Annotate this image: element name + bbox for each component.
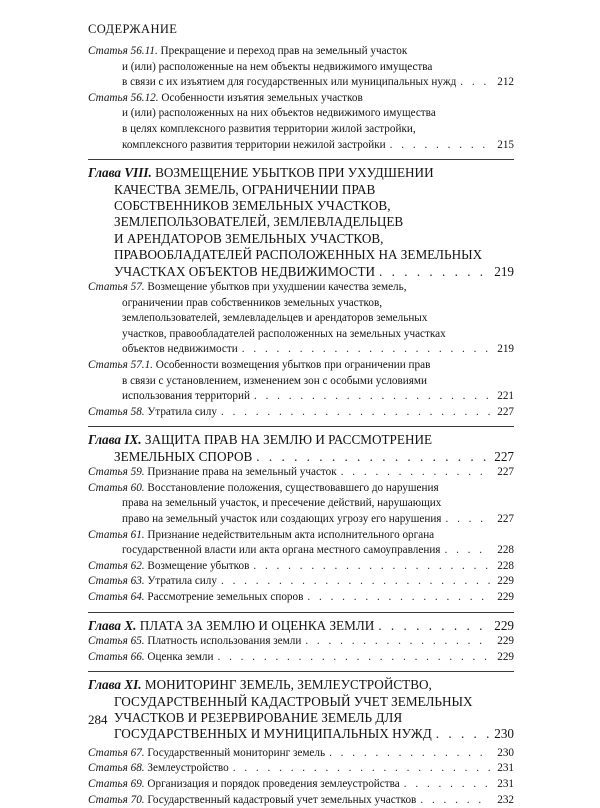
toc-entry-text: Особенности возмещения убытков при ограничении прав xyxy=(156,359,431,371)
toc-entry-line xyxy=(88,296,514,312)
dot-leader xyxy=(254,389,490,405)
toc-page-number: 230 xyxy=(494,746,514,762)
toc-page-number: 229 xyxy=(494,634,514,650)
dot-leader xyxy=(221,405,490,421)
dot-leader xyxy=(404,777,490,793)
toc-entry-text: государственной власти или акта органа местного самоуправления xyxy=(122,544,440,556)
toc-entry-line xyxy=(88,481,514,497)
toc-page-number: 221 xyxy=(494,389,514,405)
toc-entry-text: Государственный мониторинг земель xyxy=(147,747,325,759)
toc-article-entry[interactable] xyxy=(88,358,514,405)
toc-article-entry[interactable] xyxy=(88,405,514,421)
toc-entry-line xyxy=(88,342,514,358)
toc-entry-text: Восстановление положения, существовавшего до нарушения xyxy=(147,482,438,494)
toc-entry-label: Статья 69. xyxy=(88,778,145,790)
table-of-contents xyxy=(88,44,514,808)
dot-leader xyxy=(217,650,490,666)
toc-entry-line xyxy=(88,793,514,808)
toc-entry-text: Землеустройство xyxy=(147,762,228,774)
toc-chapter-entry[interactable] xyxy=(88,432,514,465)
toc-entry-text: объектов недвижимости xyxy=(122,343,238,355)
toc-entry-line xyxy=(88,311,514,327)
toc-entry-text: участков, правообладателей расположенных на земельных участках xyxy=(122,328,446,340)
toc-entry-text: ограничении прав собственников земельных участков, xyxy=(122,297,382,309)
toc-entry-text: в связи с установлением, изменением зон с особыми условиями xyxy=(122,375,427,387)
dot-leader xyxy=(436,726,490,742)
dot-leader xyxy=(390,138,490,154)
toc-article-entry[interactable] xyxy=(88,746,514,762)
toc-page-number: 229 xyxy=(494,618,514,634)
dot-leader xyxy=(305,634,490,650)
toc-article-entry[interactable] xyxy=(88,590,514,606)
toc-entry-label: Глава VIII. xyxy=(88,165,152,180)
toc-entry-line xyxy=(88,496,514,512)
toc-entry-text: Признание недействительным акта исполнительного органа xyxy=(147,529,434,541)
toc-entry-line xyxy=(88,449,514,465)
dot-leader xyxy=(242,342,490,358)
toc-article-entry[interactable] xyxy=(88,528,514,559)
toc-entry-line xyxy=(88,44,514,60)
toc-entry-line xyxy=(88,574,514,590)
toc-entry-text: и (или) расположенных на них объектов недвижимого имущества xyxy=(122,107,436,119)
toc-entry-line xyxy=(88,405,514,421)
toc-entry-text: И АРЕНДАТОРОВ ЗЕМЕЛЬНЫХ УЧАСТКОВ, xyxy=(114,231,383,246)
toc-entry-text: Государственный кадастровый учет земельных участков xyxy=(147,794,416,806)
toc-entry-label: Статья 57.1. xyxy=(88,359,153,371)
toc-entry-line xyxy=(88,677,514,693)
toc-page-number: 228 xyxy=(494,559,514,575)
toc-entry-label: Статья 56.11. xyxy=(88,45,158,57)
toc-article-entry[interactable] xyxy=(88,793,514,808)
dot-leader xyxy=(460,75,490,91)
dot-leader xyxy=(256,449,490,465)
toc-chapter-entry[interactable] xyxy=(88,618,514,634)
toc-entry-text: права на земельный участок, и пресечение действий, нарушающих xyxy=(122,497,441,509)
toc-entry-line xyxy=(88,432,514,448)
toc-entry-text: в целях комплексного развития территории жилой застройки, xyxy=(122,123,416,135)
toc-page-number: 227 xyxy=(494,512,514,528)
toc-article-entry[interactable] xyxy=(88,280,514,358)
toc-entry-text: Признание права на земельный участок xyxy=(147,466,336,478)
toc-entry-line xyxy=(88,559,514,575)
toc-entry-label: Статья 58. xyxy=(88,406,145,418)
dot-leader xyxy=(341,465,490,481)
toc-entry-line xyxy=(88,512,514,528)
toc-entry-text: Прекращение и переход прав на земельный участок xyxy=(161,45,408,57)
toc-entry-line xyxy=(88,528,514,544)
dot-leader xyxy=(444,543,490,559)
toc-entry-label: Статья 68. xyxy=(88,762,145,774)
toc-entry-text: в связи с их изъятием для государственных или муниципальных нужд xyxy=(122,76,456,88)
toc-entry-text: СОБСТВЕННИКОВ ЗЕМЕЛЬНЫХ УЧАСТКОВ, xyxy=(114,198,391,213)
toc-page-number: 212 xyxy=(494,75,514,91)
dot-leader xyxy=(307,590,490,606)
toc-entry-line xyxy=(88,726,514,742)
toc-entry-label: Статья 70. xyxy=(88,794,145,806)
page-number: 284 xyxy=(88,712,108,728)
toc-entry-text: и (или) расположенные на нем объекты недвижимого имущества xyxy=(122,61,432,73)
toc-entry-line xyxy=(88,122,514,138)
toc-page-number: 229 xyxy=(494,590,514,606)
toc-article-entry[interactable] xyxy=(88,44,514,91)
dot-leader xyxy=(420,793,490,808)
toc-entry-text: ВОЗМЕЩЕНИЕ УБЫТКОВ ПРИ УХУДШЕНИИ xyxy=(155,165,433,180)
chapter-divider xyxy=(88,612,514,613)
toc-page-number: 228 xyxy=(494,543,514,559)
toc-article-entry[interactable] xyxy=(88,761,514,777)
toc-entry-text: право на земельный участок или создающих угрозу его нарушения xyxy=(122,513,441,525)
chapter-divider xyxy=(88,426,514,427)
toc-entry-line xyxy=(88,650,514,666)
toc-entry-text: ЗЕМЛЕПОЛЬЗОВАТЕЛЕЙ, ЗЕМЛЕВЛАДЕЛЬЦЕВ xyxy=(114,214,403,229)
toc-page-number: 219 xyxy=(494,264,514,280)
dot-leader xyxy=(445,512,490,528)
toc-entry-text: ГОСУДАРСТВЕННЫХ И МУНИЦИПАЛЬНЫХ НУЖД xyxy=(114,726,432,741)
dot-leader xyxy=(221,574,490,590)
dot-leader xyxy=(379,264,490,280)
toc-entry-label: Статья 59. xyxy=(88,466,145,478)
toc-entry-line xyxy=(88,374,514,390)
chapter-divider xyxy=(88,671,514,672)
toc-entry-line xyxy=(88,280,514,296)
toc-entry-text: землепользователей, землевладельцев и арендаторов земельных xyxy=(122,312,427,324)
toc-entry-line xyxy=(88,138,514,154)
toc-article-entry[interactable] xyxy=(88,574,514,590)
toc-page-number: 231 xyxy=(494,761,514,777)
toc-entry-line xyxy=(88,761,514,777)
toc-chapter-entry[interactable] xyxy=(88,165,514,280)
toc-entry-line xyxy=(88,247,514,263)
toc-entry-text: ПЛАТА ЗА ЗЕМЛЮ И ОЦЕНКА ЗЕМЛИ xyxy=(140,618,375,633)
toc-entry-text: ЗАЩИТА ПРАВ НА ЗЕМЛЮ И РАССМОТРЕНИЕ xyxy=(145,432,432,447)
toc-entry-line xyxy=(88,75,514,91)
toc-entry-line xyxy=(88,746,514,762)
toc-article-entry[interactable] xyxy=(88,650,514,666)
toc-page-number: 227 xyxy=(494,465,514,481)
toc-entry-line xyxy=(88,165,514,181)
toc-article-entry[interactable] xyxy=(88,559,514,575)
toc-entry-line xyxy=(88,60,514,76)
toc-entry-text: Организация и порядок проведения землеустройства xyxy=(147,778,399,790)
toc-entry-label: Статья 60. xyxy=(88,482,145,494)
toc-entry-line xyxy=(88,358,514,374)
toc-entry-label: Статья 63. xyxy=(88,575,145,587)
toc-entry-line xyxy=(88,91,514,107)
toc-article-entry[interactable] xyxy=(88,465,514,481)
toc-chapter-entry[interactable] xyxy=(88,677,514,743)
toc-entry-label: Глава XI. xyxy=(88,677,142,692)
toc-entry-text: УЧАСТКОВ И РЕЗЕРВИРОВАНИЕ ЗЕМЕЛЬ ДЛЯ xyxy=(114,710,402,725)
toc-entry-line xyxy=(88,634,514,650)
dot-leader xyxy=(378,618,490,634)
toc-entry-line xyxy=(88,710,514,726)
toc-entry-label: Статья 56.12. xyxy=(88,92,159,104)
toc-page-number: 215 xyxy=(494,138,514,154)
toc-entry-line xyxy=(88,618,514,634)
page-header: СОДЕРЖАНИЕ xyxy=(88,22,177,37)
toc-entry-line xyxy=(88,465,514,481)
dot-leader xyxy=(233,761,490,777)
toc-page-number: 227 xyxy=(494,449,514,465)
toc-entry-line xyxy=(88,327,514,343)
toc-entry-text: ПРАВООБЛАДАТЕЛЕЙ РАСПОЛОЖЕННЫХ НА ЗЕМЕЛЬНЫХ xyxy=(114,247,482,262)
toc-entry-line xyxy=(88,231,514,247)
toc-entry-text: комплексного развития территории нежилой застройки xyxy=(122,139,386,151)
toc-entry-text: использования территорий xyxy=(122,390,250,402)
toc-page-number: 230 xyxy=(494,726,514,742)
toc-entry-text: Рассмотрение земельных споров xyxy=(147,591,303,603)
dot-leader xyxy=(253,559,490,575)
dot-leader xyxy=(329,746,490,762)
toc-article-entry[interactable] xyxy=(88,91,514,153)
toc-entry-line xyxy=(88,543,514,559)
toc-entry-text: ЗЕМЕЛЬНЫХ СПОРОВ xyxy=(114,449,252,464)
toc-entry-label: Глава X. xyxy=(88,618,136,633)
toc-entry-line xyxy=(88,777,514,793)
toc-article-entry[interactable] xyxy=(88,481,514,528)
toc-entry-line xyxy=(88,182,514,198)
toc-entry-line xyxy=(88,264,514,280)
toc-entry-text: Утратила силу xyxy=(147,575,217,587)
toc-page-number: 219 xyxy=(494,342,514,358)
toc-entry-line xyxy=(88,590,514,606)
toc-entry-label: Статья 64. xyxy=(88,591,145,603)
toc-article-entry[interactable] xyxy=(88,634,514,650)
toc-entry-text: Платность использования земли xyxy=(147,635,301,647)
toc-entry-text: МОНИТОРИНГ ЗЕМЕЛЬ, ЗЕМЛЕУСТРОЙСТВО, xyxy=(145,677,432,692)
toc-entry-line xyxy=(88,694,514,710)
toc-entry-text: Возмещение убытков при ухудшении качества земель, xyxy=(147,281,406,293)
toc-entry-text: Утратила силу xyxy=(147,406,217,418)
toc-entry-label: Статья 66. xyxy=(88,651,145,663)
toc-entry-line xyxy=(88,389,514,405)
toc-entry-label: Статья 62. xyxy=(88,560,145,572)
toc-page-number: 231 xyxy=(494,777,514,793)
toc-page-number: 229 xyxy=(494,650,514,666)
toc-entry-label: Статья 65. xyxy=(88,635,145,647)
toc-entry-label: Статья 57. xyxy=(88,281,145,293)
toc-page-number: 232 xyxy=(494,793,514,808)
toc-entry-label: Глава IX. xyxy=(88,432,142,447)
toc-entry-label: Статья 67. xyxy=(88,747,145,759)
toc-entry-line xyxy=(88,198,514,214)
toc-entry-text: Особенности изъятия земельных участков xyxy=(161,92,362,104)
toc-page-number: 227 xyxy=(494,405,514,421)
toc-entry-text: Возмещение убытков xyxy=(147,560,249,572)
toc-entry-line xyxy=(88,106,514,122)
toc-entry-label: Статья 61. xyxy=(88,529,145,541)
toc-entry-text: Оценка земли xyxy=(147,651,213,663)
toc-entry-text: ГОСУДАРСТВЕННЫЙ КАДАСТРОВЫЙ УЧЕТ ЗЕМЕЛЬНЫХ xyxy=(114,694,473,709)
toc-entry-line xyxy=(88,214,514,230)
toc-entry-text: КАЧЕСТВА ЗЕМЕЛЬ, ОГРАНИЧЕНИИ ПРАВ xyxy=(114,182,375,197)
toc-page-number: 229 xyxy=(494,574,514,590)
chapter-divider xyxy=(88,159,514,160)
toc-entry-text: УЧАСТКАХ ОБЪЕКТОВ НЕДВИЖИМОСТИ xyxy=(114,264,375,279)
toc-article-entry[interactable] xyxy=(88,777,514,793)
